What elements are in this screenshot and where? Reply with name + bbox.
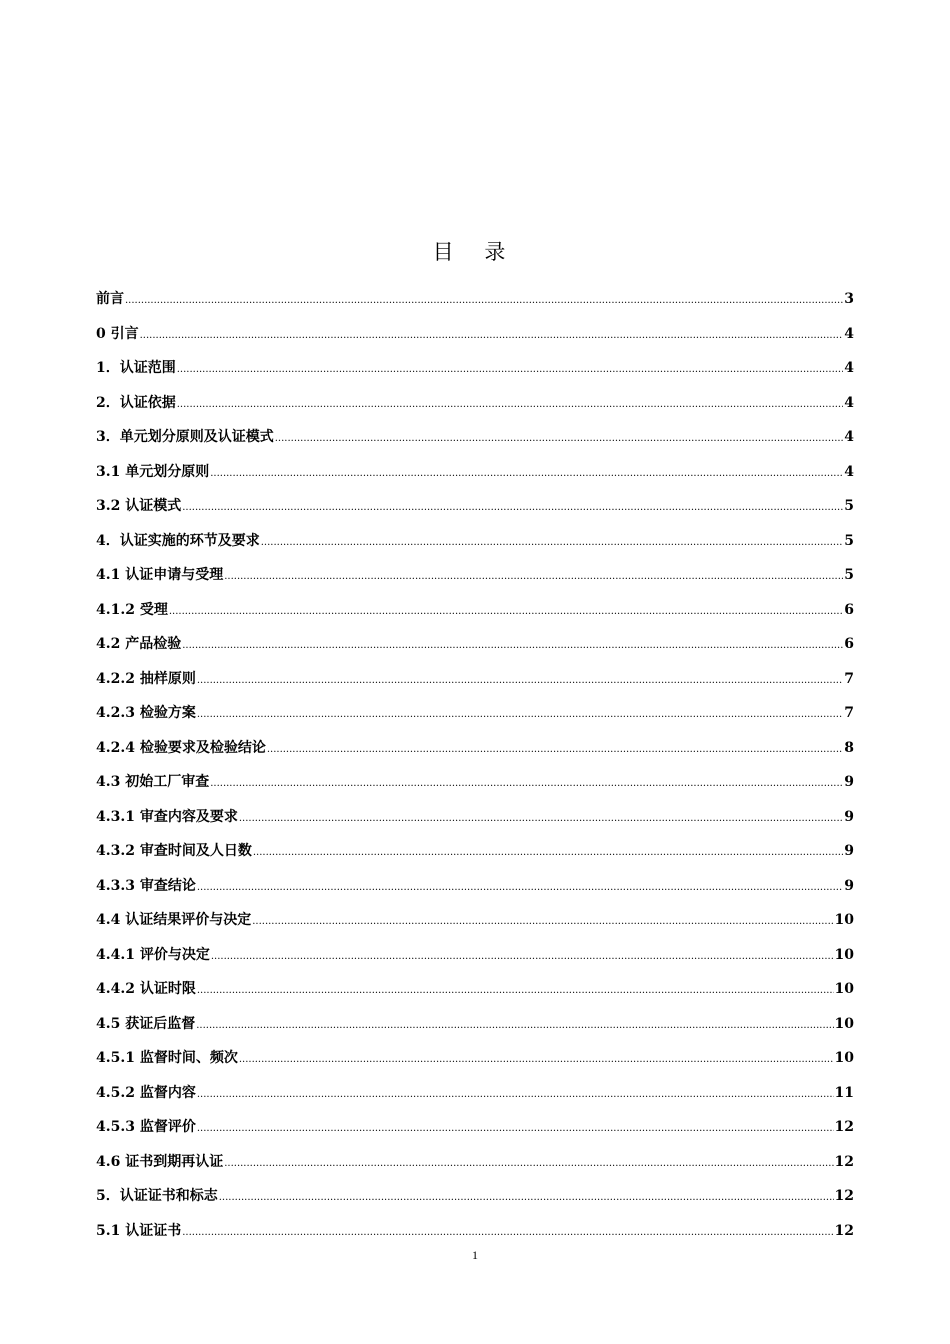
toc-dot-leader [252,903,833,940]
toc-dot-leader [197,869,843,906]
toc-entry-page: 9 [844,843,854,859]
toc-entry[interactable] [96,351,854,386]
toc-entry-label: 4.3.2 审查时间及人日数 [96,843,252,859]
toc-dot-leader [253,834,843,871]
toc-entry-label: 4.5 获证后监督 [96,1015,196,1032]
toc-dot-leader [125,282,843,319]
toc-dot-leader [182,627,843,664]
toc-entry-page: 12 [834,1153,854,1170]
toc-entry-label: 4.2 产品检验 [96,636,182,652]
toc-entry-page: 4 [844,360,854,376]
toc-entry-page: 10 [834,912,854,928]
toc-entry[interactable] [96,1041,854,1076]
toc-dot-leader [177,351,844,388]
toc-entry-label: 4.5.1 监督时间、频次 [96,1050,238,1066]
toc-dot-leader [210,455,843,492]
toc-entry-label: 5．认证证书和标志 [96,1188,218,1204]
toc-entry[interactable] [96,317,854,352]
toc-entry-page: 4 [844,429,854,445]
toc-entry-page: 12 [834,1119,854,1135]
toc-entry-label: 4.2.3 检验方案 [96,705,196,721]
toc-entry-label: 4.3.3 审查结论 [96,877,196,894]
toc-entry-label: 0 引言 [96,325,139,342]
toc-dot-leader [275,420,844,457]
toc-entry-page: 11 [834,1084,854,1101]
toc-entry-page: 8 [844,739,854,756]
toc-entry-page: 5 [844,532,854,549]
toc-entry[interactable] [96,455,854,490]
toc-entry-page: 4 [844,463,854,480]
toc-entry[interactable] [96,282,854,317]
toc-entry-page: 4 [844,325,854,342]
toc-dot-leader [196,1007,833,1044]
toc-entry-page: 6 [844,601,854,618]
toc-entry-label: 4.4.1 评价与决定 [96,946,210,963]
toc-entry[interactable] [96,972,854,1007]
toc-entry[interactable] [96,765,854,800]
toc-dot-leader [140,317,844,354]
toc-entry-page: 5 [844,498,854,514]
toc-entry[interactable] [96,1076,854,1111]
toc-entry-page: 7 [844,705,854,721]
toc-entry-label: 5.1 认证证书 [96,1222,182,1239]
toc-entry[interactable] [96,524,854,559]
toc-entry[interactable] [96,696,854,731]
toc-entry[interactable] [96,1145,854,1180]
toc-entry-label: 3.1 单元划分原则 [96,463,210,480]
toc-dot-leader [239,800,843,837]
toc-dot-leader [210,765,843,802]
toc-entry-label: 4.1.2 受理 [96,601,168,618]
toc-entry[interactable] [96,593,854,628]
toc-entry-label: 2．认证依据 [96,394,176,411]
toc-entry-page: 6 [844,636,854,652]
toc-entry-label: 前言 [96,291,124,307]
toc-dot-leader [224,558,843,595]
toc-dot-leader [211,938,834,975]
toc-entry-label: 3.2 认证模式 [96,498,182,514]
toc-entry-label: 4．认证实施的环节及要求 [96,532,260,549]
toc-dot-leader [261,524,844,561]
toc-entry-page: 12 [834,1188,854,1204]
toc-entry[interactable] [96,489,854,524]
toc-entry-page: 9 [844,877,854,894]
toc-entry-label: 4.3 初始工厂审查 [96,774,210,790]
toc-entry[interactable] [96,731,854,766]
toc-entry-page: 12 [834,1222,854,1239]
toc-entry-label: 3．单元划分原则及认证模式 [96,429,274,445]
toc-dot-leader [177,386,844,423]
toc-entry-label: 4.5.2 监督内容 [96,1084,196,1101]
toc-entry[interactable] [96,938,854,973]
toc-entry-label: 4.2.4 检验要求及检验结论 [96,739,266,756]
toc-dot-leader [219,1179,834,1216]
toc-dot-leader [239,1041,834,1078]
toc-entry-label: 1．认证范围 [96,360,176,376]
toc-dot-leader [197,1076,834,1113]
toc-entry[interactable] [96,903,854,938]
toc-dot-leader [197,662,843,699]
toc-entry-label: 4.5.3 监督评价 [96,1119,196,1135]
toc-dot-leader [182,1214,833,1251]
toc-entry[interactable] [96,627,854,662]
page-title: 目 录 [432,240,518,264]
toc-entry[interactable] [96,834,854,869]
toc-entry-label: 4.2.2 抽样原则 [96,670,196,687]
toc-entry-page: 4 [844,394,854,411]
toc-dot-leader [197,972,834,1009]
toc-dot-leader [267,731,843,768]
toc-entry-page: 9 [844,808,854,825]
toc-entry[interactable] [96,558,854,593]
toc-entry-page: 7 [844,670,854,687]
table-of-contents [96,282,854,1248]
toc-entry-page: 9 [844,774,854,790]
toc-entry-label: 4.4 认证结果评价与决定 [96,912,252,928]
toc-dot-leader [182,489,843,526]
toc-dot-leader [224,1145,833,1182]
toc-entry-label: 4.3.1 审查内容及要求 [96,808,238,825]
toc-entry-page: 10 [834,1015,854,1032]
toc-entry[interactable] [96,420,854,455]
toc-entry-page: 5 [844,567,854,583]
toc-entry[interactable] [96,1214,854,1249]
toc-entry-page: 3 [844,291,854,307]
toc-entry-label: 4.6 证书到期再认证 [96,1153,224,1170]
toc-entry[interactable] [96,386,854,421]
toc-entry[interactable] [96,1110,854,1145]
toc-entry[interactable] [96,800,854,835]
toc-entry-page: 10 [834,1050,854,1066]
toc-entry[interactable] [96,869,854,904]
toc-entry-label: 4.1 认证申请与受理 [96,567,224,583]
toc-dot-leader [169,593,843,630]
toc-entry[interactable] [96,1179,854,1214]
toc-entry-page: 10 [834,981,854,997]
toc-entry-page: 10 [834,946,854,963]
toc-entry-label: 4.4.2 认证时限 [96,981,196,997]
toc-dot-leader [197,696,843,733]
toc-dot-leader [197,1110,834,1147]
page-number: 1 [472,1248,478,1262]
toc-entry[interactable] [96,662,854,697]
toc-entry[interactable] [96,1007,854,1042]
